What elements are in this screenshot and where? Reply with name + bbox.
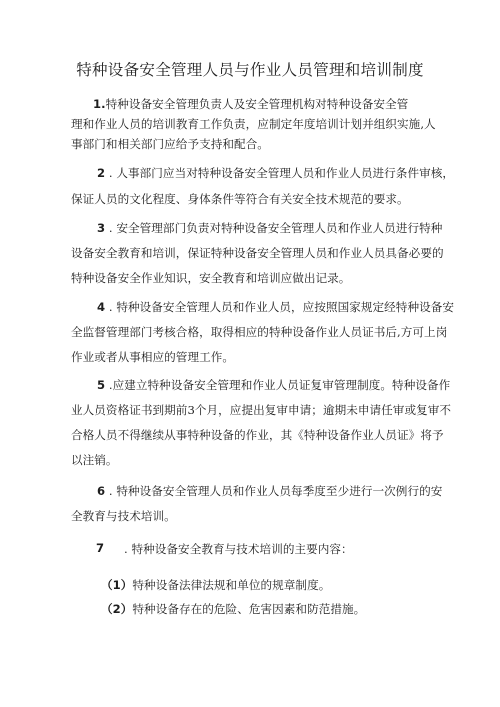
item-5-number: 5 xyxy=(97,378,106,392)
item-5-line-2: 业人员资格证书到期前3个月，应提出复审申请；逾期未申请任审或复审不 xyxy=(71,403,452,417)
item-1-number: 1. xyxy=(93,97,106,111)
item-1-line-2: 理和作业人员的培训教育工作负责，应制定年度培训计划并组织实施,人 xyxy=(71,117,436,131)
item-1-line-1: 1.特种设备安全管理负责人及安全管理机构对特种设备安全管 xyxy=(93,97,409,111)
item-6-line-2: 全教育与技术培训。 xyxy=(71,509,176,523)
item-2-line-1: 2 . 人事部门应当对特种设备安全管理人员和作业人员进行条件审核， xyxy=(97,166,455,180)
item-2-line-2: 保证人员的文化程度、身体条件等符合有关安全技术规范的要求。 xyxy=(71,192,409,206)
document-title: 特种设备安全管理人员与作业人员管理和培训制度 xyxy=(76,61,424,79)
item-3-line-3: 特种设备安全作业知识，安全教育和培训应做出记录。 xyxy=(71,271,351,285)
item-3-line-2: 设备安全教育和培训，保证特种设备安全管理人员和作业人员具备必要的 xyxy=(71,246,444,260)
subitem-2: （2）特种设备存在的危险、危害因素和防范措施。 xyxy=(101,602,366,616)
item-3-line-1: 3 . 安全管理部门负责对特种设备安全管理人员和作业人员进行特种 xyxy=(97,221,443,235)
subitem-1: （1）特种设备法律法规和单位的规章制度。 xyxy=(101,578,331,592)
item-7-line-1: . 特种设备安全教育与技术培训的主要内容： xyxy=(124,542,353,556)
item-4-line-3: 作业或者从事相应的管理工作。 xyxy=(71,350,235,364)
item-3-number: 3 xyxy=(97,221,106,235)
item-6-number: 6 xyxy=(97,484,106,498)
item-4-line-2: 全监督管理部门考核合格，取得相应的特种设备作业人员证书后,方可上岗 xyxy=(71,325,448,339)
item-5-line-3: 合格人员不得继续从事特种设备的作业，其《特种设备作业人员证》将予 xyxy=(71,428,444,442)
item-4-number: 4 xyxy=(97,300,106,314)
item-4-line-1: 4 . 特种设备安全管理人员和作业人员，应按照国家规定经特种设备安 xyxy=(97,300,455,314)
item-2-number: 2 xyxy=(97,166,106,180)
subitem-1-number: （1） xyxy=(101,578,133,592)
item-7-number: 7 xyxy=(96,541,105,555)
item-1-line-3: 事部门和相关部门应给予支持和配合。 xyxy=(71,137,269,151)
item-5-line-4: 以注销。 xyxy=(71,453,118,467)
subitem-2-number: （2） xyxy=(101,602,133,616)
item-6-line-1: 6 . 特种设备安全管理人员和作业人员每季度至少进行一次例行的安 xyxy=(97,484,443,498)
item-5-line-1: 5 .应建立特种设备安全管理和作业人员证复审管理制度。特种设备作 xyxy=(97,378,451,392)
